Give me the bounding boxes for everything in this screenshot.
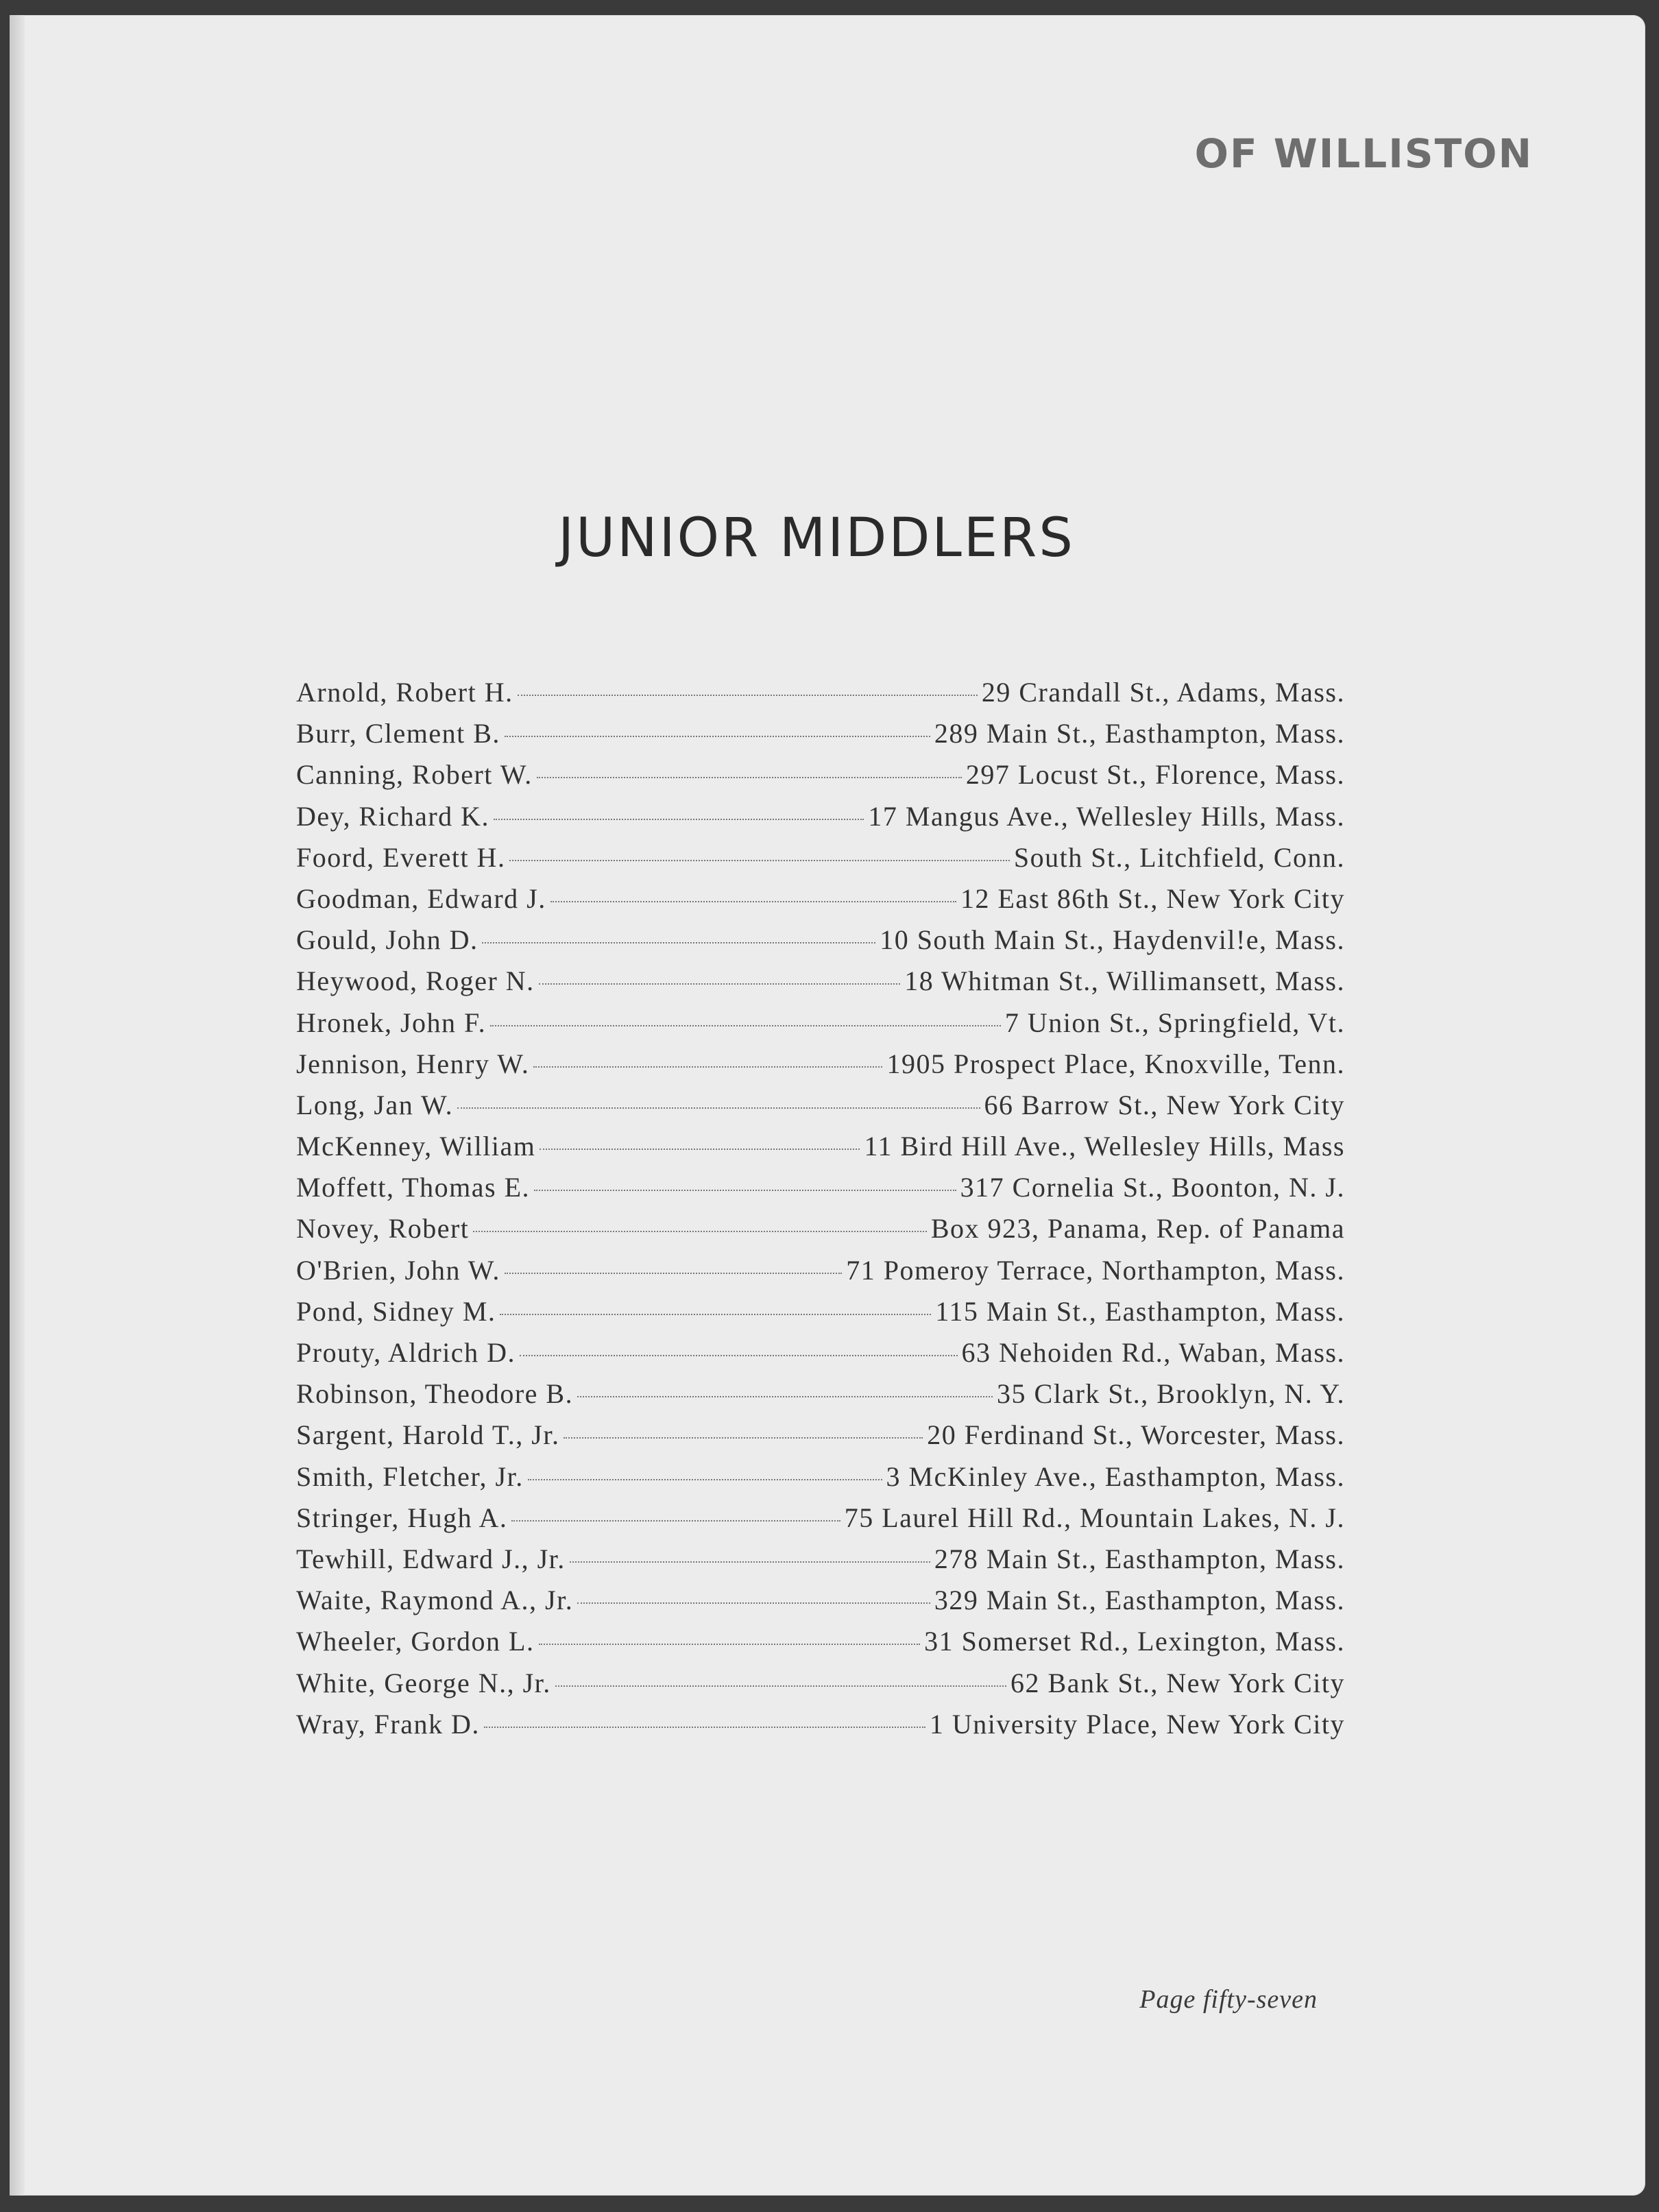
student-name: Arnold, Robert H. bbox=[296, 677, 513, 708]
dot-leader bbox=[511, 1520, 840, 1522]
roster-entry bbox=[296, 754, 1345, 795]
student-address: 12 East 86th St., New York City bbox=[960, 882, 1345, 914]
roster-entry bbox=[296, 1456, 1345, 1498]
dot-leader bbox=[550, 901, 956, 902]
roster-entry bbox=[296, 837, 1345, 878]
student-name: Smith, Fletcher, Jr. bbox=[296, 1460, 524, 1492]
dot-leader bbox=[490, 1025, 1001, 1026]
roster-entry bbox=[296, 796, 1345, 837]
dot-leader bbox=[570, 1561, 930, 1563]
student-address: 329 Main St., Easthampton, Mass. bbox=[934, 1585, 1345, 1616]
dot-leader bbox=[577, 1396, 993, 1397]
running-head: OF WILLISTON bbox=[1194, 130, 1533, 177]
student-name: Canning, Robert W. bbox=[296, 759, 533, 791]
dot-leader bbox=[494, 819, 864, 820]
dot-leader bbox=[539, 1644, 921, 1645]
student-name: Heywood, Roger N. bbox=[296, 965, 535, 997]
student-address: 1905 Prospect Place, Knoxville, Tenn. bbox=[886, 1048, 1345, 1079]
student-name: McKenney, William bbox=[296, 1131, 536, 1162]
student-name: Stringer, Hugh A. bbox=[296, 1502, 508, 1533]
dot-leader bbox=[540, 1149, 860, 1150]
student-name: Wheeler, Gordon L. bbox=[296, 1626, 535, 1657]
student-address: 31 Somerset Rd., Lexington, Mass. bbox=[924, 1626, 1345, 1657]
student-name: Wray, Frank D. bbox=[296, 1708, 480, 1740]
dot-leader bbox=[482, 942, 875, 943]
student-name: Long, Jan W. bbox=[296, 1089, 454, 1120]
roster-entry bbox=[296, 1250, 1345, 1291]
student-address: 1 University Place, New York City bbox=[929, 1708, 1345, 1740]
student-address: 317 Cornelia St., Boonton, N. J. bbox=[960, 1172, 1345, 1203]
student-address: 71 Pomeroy Terrace, Northampton, Mass. bbox=[846, 1254, 1345, 1286]
student-address: 17 Mangus Ave., Wellesley Hills, Mass. bbox=[868, 800, 1345, 832]
student-address: 115 Main St., Easthampton, Mass. bbox=[935, 1295, 1345, 1327]
student-address: 278 Main St., Easthampton, Mass. bbox=[934, 1543, 1345, 1574]
student-address: 297 Locust St., Florence, Mass. bbox=[965, 759, 1345, 791]
student-name: Foord, Everett H. bbox=[296, 841, 506, 873]
student-address: 7 Union St., Springfield, Vt. bbox=[1004, 1007, 1345, 1038]
student-roster bbox=[296, 672, 1345, 1745]
dot-leader bbox=[555, 1685, 1006, 1687]
student-address: 35 Clark St., Brooklyn, N. Y. bbox=[997, 1378, 1345, 1410]
student-address: 10 South Main St., Haydenvil!e, Mass. bbox=[880, 924, 1345, 956]
roster-entry bbox=[296, 1539, 1345, 1580]
student-name: Gould, John D. bbox=[296, 924, 479, 956]
student-name: Dey, Richard K. bbox=[296, 800, 490, 832]
dot-leader bbox=[520, 1355, 958, 1356]
student-name: Novey, Robert bbox=[296, 1213, 470, 1245]
student-address: 62 Bank St., New York City bbox=[1010, 1667, 1345, 1698]
roster-entry bbox=[296, 672, 1345, 713]
section-title-text: JUNIOR MIDDLERS bbox=[558, 507, 1075, 569]
roster-entry bbox=[296, 1332, 1345, 1373]
student-address: 11 Bird Hill Ave., Wellesley Hills, Mass bbox=[864, 1131, 1345, 1162]
roster-entry bbox=[296, 1621, 1345, 1662]
student-name: Jennison, Henry W. bbox=[296, 1048, 530, 1079]
roster-entry bbox=[296, 1498, 1345, 1539]
roster-entry bbox=[296, 1291, 1345, 1332]
book-page bbox=[10, 15, 1645, 2196]
roster-entry bbox=[296, 1208, 1345, 1249]
student-address: 20 Ferdinand St., Worcester, Mass. bbox=[927, 1419, 1345, 1451]
student-name: Robinson, Theodore B. bbox=[296, 1378, 574, 1410]
student-name: Burr, Clement B. bbox=[296, 718, 500, 749]
dot-leader bbox=[577, 1602, 930, 1604]
student-address: South St., Litchfield, Conn. bbox=[1013, 841, 1345, 873]
roster-entry bbox=[296, 878, 1345, 919]
page-number: Page fifty-seven bbox=[1139, 1985, 1318, 2014]
dot-leader bbox=[537, 777, 962, 778]
dot-leader bbox=[518, 695, 978, 696]
roster-entry bbox=[296, 1126, 1345, 1167]
student-name: Tewhill, Edward J., Jr. bbox=[296, 1543, 566, 1574]
dot-leader bbox=[500, 1314, 931, 1315]
dot-leader bbox=[534, 1190, 956, 1191]
roster-entry bbox=[296, 1415, 1345, 1456]
student-name: Prouty, Aldrich D. bbox=[296, 1337, 516, 1368]
dot-leader bbox=[457, 1107, 980, 1109]
roster-entry bbox=[296, 1085, 1345, 1126]
student-name: Waite, Raymond A., Jr. bbox=[296, 1585, 574, 1616]
dot-leader bbox=[484, 1727, 925, 1728]
section-title bbox=[10, 507, 1645, 569]
student-address: 3 McKinley Ave., Easthampton, Mass. bbox=[886, 1460, 1345, 1492]
dot-leader bbox=[533, 1066, 882, 1068]
roster-entry bbox=[296, 713, 1345, 754]
student-name: Pond, Sidney M. bbox=[296, 1295, 496, 1327]
dot-leader bbox=[505, 736, 930, 737]
student-name: Moffett, Thomas E. bbox=[296, 1172, 531, 1203]
student-address: 66 Barrow St., New York City bbox=[984, 1089, 1345, 1120]
student-address: 75 Laurel Hill Rd., Mountain Lakes, N. J. bbox=[844, 1502, 1345, 1533]
roster-entry bbox=[296, 1580, 1345, 1621]
student-address: 18 Whitman St., Willimansett, Mass. bbox=[904, 965, 1345, 997]
student-name: Hronek, John F. bbox=[296, 1007, 487, 1038]
roster-entry bbox=[296, 1044, 1345, 1085]
student-address: 29 Crandall St., Adams, Mass. bbox=[981, 677, 1345, 708]
student-name: Sargent, Harold T., Jr. bbox=[296, 1419, 560, 1451]
roster-entry bbox=[296, 1704, 1345, 1745]
roster-entry bbox=[296, 1002, 1345, 1044]
student-address: 63 Nehoiden Rd., Waban, Mass. bbox=[961, 1337, 1345, 1368]
student-address: Box 923, Panama, Rep. of Panama bbox=[930, 1213, 1345, 1245]
roster-entry bbox=[296, 919, 1345, 961]
dot-leader bbox=[505, 1273, 842, 1274]
student-name: O'Brien, John W. bbox=[296, 1254, 500, 1286]
dot-leader bbox=[528, 1479, 882, 1480]
dot-leader bbox=[539, 983, 901, 985]
student-address: 289 Main St., Easthampton, Mass. bbox=[934, 718, 1345, 749]
student-name: Goodman, Edward J. bbox=[296, 882, 546, 914]
page-spine-shadow bbox=[10, 15, 25, 2196]
dot-leader bbox=[473, 1231, 926, 1232]
dot-leader bbox=[564, 1437, 923, 1439]
roster-entry bbox=[296, 1167, 1345, 1208]
roster-entry bbox=[296, 1373, 1345, 1415]
student-name: White, George N., Jr. bbox=[296, 1667, 551, 1698]
roster-entry bbox=[296, 1663, 1345, 1704]
roster-entry bbox=[296, 961, 1345, 1002]
dot-leader bbox=[509, 860, 1009, 861]
